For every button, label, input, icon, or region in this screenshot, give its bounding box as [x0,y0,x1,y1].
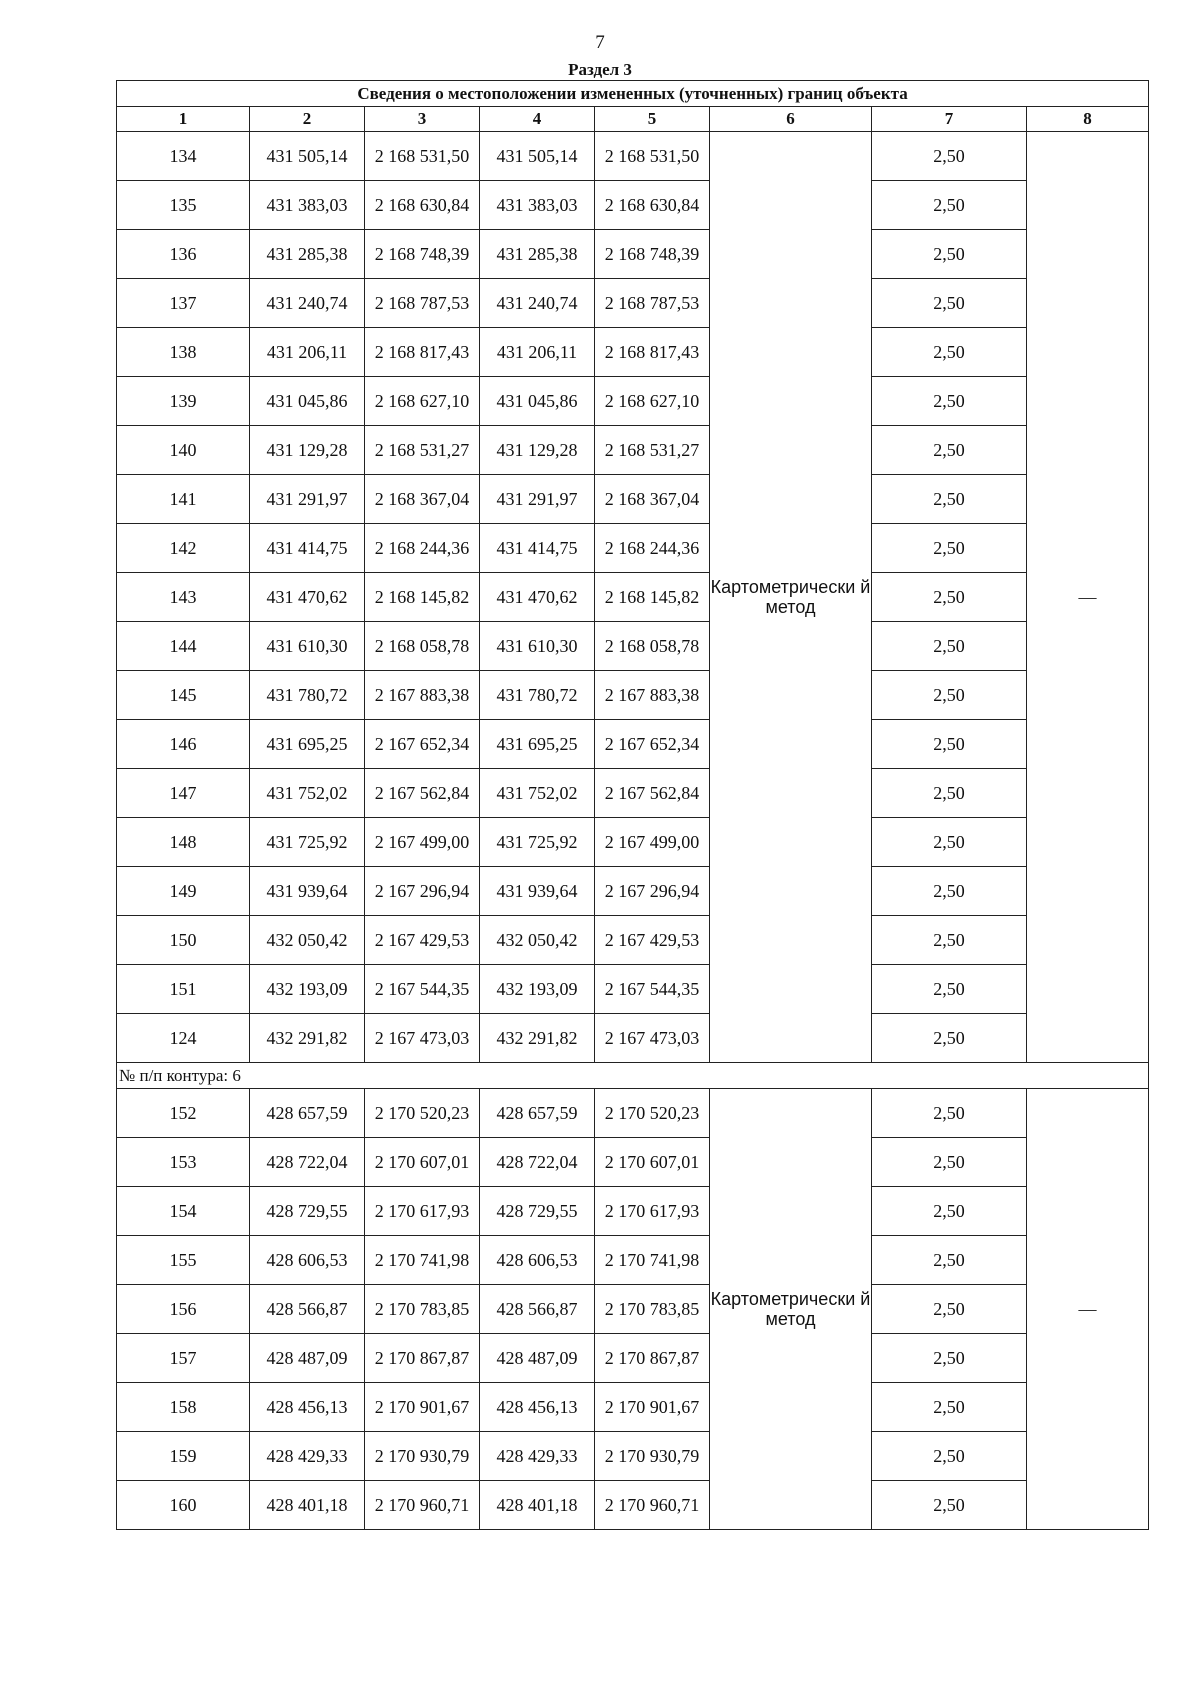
y-existing-cell: 2 168 531,27 [365,426,480,475]
y-new-cell: 2 167 883,38 [595,671,710,720]
y-new-cell: 2 167 429,53 [595,916,710,965]
column-number: 4 [480,107,595,132]
column-number: 8 [1027,107,1149,132]
y-new-cell: 2 170 783,85 [595,1285,710,1334]
table-row [117,965,1149,1014]
accuracy-cell: 2,50 [872,1334,1027,1383]
y-new-cell: 2 168 627,10 [595,377,710,426]
table-row [117,279,1149,328]
y-existing-cell: 2 168 367,04 [365,475,480,524]
y-new-cell: 2 167 499,00 [595,818,710,867]
x-new-cell: 431 505,14 [480,132,595,181]
point-number-cell: 159 [117,1432,250,1481]
y-existing-cell: 2 170 607,01 [365,1138,480,1187]
y-new-cell: 2 168 367,04 [595,475,710,524]
point-number-cell: 148 [117,818,250,867]
accuracy-cell: 2,50 [872,181,1027,230]
column-8-cell: — [1027,132,1149,1063]
point-number-cell: 155 [117,1236,250,1285]
y-new-cell: 2 168 058,78 [595,622,710,671]
y-new-cell: 2 170 520,23 [595,1089,710,1138]
x-new-cell: 432 050,42 [480,916,595,965]
x-new-cell: 432 291,82 [480,1014,595,1063]
column-number: 2 [250,107,365,132]
y-new-cell: 2 168 145,82 [595,573,710,622]
point-number-cell: 152 [117,1089,250,1138]
x-existing-cell: 431 752,02 [250,769,365,818]
table-row [117,720,1149,769]
x-new-cell: 428 401,18 [480,1481,595,1530]
y-existing-cell: 2 168 787,53 [365,279,480,328]
x-existing-cell: 432 291,82 [250,1014,365,1063]
x-new-cell: 431 045,86 [480,377,595,426]
x-existing-cell: 432 050,42 [250,916,365,965]
accuracy-cell: 2,50 [872,622,1027,671]
column-number: 5 [595,107,710,132]
column-number-row [117,107,1149,132]
accuracy-cell: 2,50 [872,1481,1027,1530]
point-number-cell: 157 [117,1334,250,1383]
y-new-cell: 2 170 960,71 [595,1481,710,1530]
table-row [117,1432,1149,1481]
x-existing-cell: 431 610,30 [250,622,365,671]
accuracy-cell: 2,50 [872,1089,1027,1138]
point-number-cell: 145 [117,671,250,720]
x-existing-cell: 431 780,72 [250,671,365,720]
x-existing-cell: 428 429,33 [250,1432,365,1481]
x-new-cell: 431 470,62 [480,573,595,622]
point-number-cell: 160 [117,1481,250,1530]
x-existing-cell: 428 729,55 [250,1187,365,1236]
accuracy-cell: 2,50 [872,132,1027,181]
y-new-cell: 2 168 748,39 [595,230,710,279]
table-row [117,328,1149,377]
table-row [117,181,1149,230]
y-new-cell: 2 170 901,67 [595,1383,710,1432]
y-existing-cell: 2 167 429,53 [365,916,480,965]
x-new-cell: 431 610,30 [480,622,595,671]
accuracy-cell: 2,50 [872,475,1027,524]
table-row [117,1481,1149,1530]
y-existing-cell: 2 168 630,84 [365,181,480,230]
y-new-cell: 2 170 930,79 [595,1432,710,1481]
x-new-cell: 428 487,09 [480,1334,595,1383]
table-row [117,1089,1149,1138]
y-existing-cell: 2 170 741,98 [365,1236,480,1285]
y-existing-cell: 2 168 244,36 [365,524,480,573]
column-number: 6 [710,107,872,132]
x-existing-cell: 431 939,64 [250,867,365,916]
x-new-cell: 431 725,92 [480,818,595,867]
x-new-cell: 428 657,59 [480,1089,595,1138]
table-row [117,377,1149,426]
point-number-cell: 139 [117,377,250,426]
y-new-cell: 2 170 741,98 [595,1236,710,1285]
x-existing-cell: 431 291,97 [250,475,365,524]
x-existing-cell: 431 695,25 [250,720,365,769]
point-number-cell: 154 [117,1187,250,1236]
column-number: 3 [365,107,480,132]
accuracy-cell: 2,50 [872,720,1027,769]
table-row [117,671,1149,720]
y-new-cell: 2 168 817,43 [595,328,710,377]
accuracy-cell: 2,50 [872,573,1027,622]
y-existing-cell: 2 167 883,38 [365,671,480,720]
column-8-cell: — [1027,1089,1149,1530]
x-new-cell: 428 606,53 [480,1236,595,1285]
table-row [117,622,1149,671]
table-row [117,1285,1149,1334]
y-new-cell: 2 168 531,27 [595,426,710,475]
y-existing-cell: 2 168 627,10 [365,377,480,426]
y-existing-cell: 2 167 296,94 [365,867,480,916]
y-existing-cell: 2 168 817,43 [365,328,480,377]
point-number-cell: 124 [117,1014,250,1063]
x-new-cell: 431 129,28 [480,426,595,475]
y-new-cell: 2 167 473,03 [595,1014,710,1063]
contour-row [117,1063,1149,1089]
accuracy-cell: 2,50 [872,377,1027,426]
point-number-cell: 147 [117,769,250,818]
table-row [117,1383,1149,1432]
y-existing-cell: 2 167 652,34 [365,720,480,769]
accuracy-cell: 2,50 [872,769,1027,818]
table-caption: Сведения о местоположении измененных (уточненных) границ объекта [117,81,1149,107]
table-row [117,1334,1149,1383]
page-number: 7 [595,32,605,53]
y-new-cell: 2 167 562,84 [595,769,710,818]
x-existing-cell: 428 566,87 [250,1285,365,1334]
table-row [117,230,1149,279]
x-new-cell: 431 695,25 [480,720,595,769]
boundary-coordinates-table [116,80,1149,1530]
accuracy-cell: 2,50 [872,1138,1027,1187]
accuracy-cell: 2,50 [872,965,1027,1014]
table-row [117,573,1149,622]
y-existing-cell: 2 167 562,84 [365,769,480,818]
y-existing-cell: 2 170 960,71 [365,1481,480,1530]
table-row [117,475,1149,524]
x-existing-cell: 431 383,03 [250,181,365,230]
accuracy-cell: 2,50 [872,1285,1027,1334]
y-new-cell: 2 168 531,50 [595,132,710,181]
table-row [117,1236,1149,1285]
accuracy-cell: 2,50 [872,916,1027,965]
y-existing-cell: 2 170 783,85 [365,1285,480,1334]
y-existing-cell: 2 170 867,87 [365,1334,480,1383]
y-new-cell: 2 170 607,01 [595,1138,710,1187]
y-new-cell: 2 167 544,35 [595,965,710,1014]
table-row [117,818,1149,867]
point-number-cell: 156 [117,1285,250,1334]
point-number-cell: 149 [117,867,250,916]
table-row [117,1138,1149,1187]
point-number-cell: 150 [117,916,250,965]
accuracy-cell: 2,50 [872,1236,1027,1285]
table-row [117,867,1149,916]
x-existing-cell: 431 470,62 [250,573,365,622]
point-number-cell: 136 [117,230,250,279]
y-existing-cell: 2 170 617,93 [365,1187,480,1236]
x-new-cell: 432 193,09 [480,965,595,1014]
x-new-cell: 428 722,04 [480,1138,595,1187]
x-existing-cell: 431 505,14 [250,132,365,181]
y-new-cell: 2 167 296,94 [595,867,710,916]
y-new-cell: 2 167 652,34 [595,720,710,769]
x-new-cell: 431 383,03 [480,181,595,230]
x-existing-cell: 431 045,86 [250,377,365,426]
point-number-cell: 151 [117,965,250,1014]
accuracy-cell: 2,50 [872,1187,1027,1236]
point-number-cell: 143 [117,573,250,622]
y-new-cell: 2 168 630,84 [595,181,710,230]
accuracy-cell: 2,50 [872,1432,1027,1481]
accuracy-cell: 2,50 [872,524,1027,573]
table-row [117,1187,1149,1236]
y-existing-cell: 2 170 901,67 [365,1383,480,1432]
y-existing-cell: 2 167 544,35 [365,965,480,1014]
accuracy-cell: 2,50 [872,426,1027,475]
y-new-cell: 2 168 787,53 [595,279,710,328]
x-existing-cell: 432 193,09 [250,965,365,1014]
x-new-cell: 431 414,75 [480,524,595,573]
method-cell: Картометрически й метод [710,132,872,1063]
x-new-cell: 431 285,38 [480,230,595,279]
table-row [117,426,1149,475]
y-existing-cell: 2 168 531,50 [365,132,480,181]
x-existing-cell: 428 456,13 [250,1383,365,1432]
point-number-cell: 158 [117,1383,250,1432]
table-row [117,132,1149,181]
x-existing-cell: 431 240,74 [250,279,365,328]
table-row [117,524,1149,573]
y-existing-cell: 2 167 499,00 [365,818,480,867]
column-number: 7 [872,107,1027,132]
x-new-cell: 428 729,55 [480,1187,595,1236]
x-new-cell: 431 780,72 [480,671,595,720]
x-existing-cell: 428 657,59 [250,1089,365,1138]
y-new-cell: 2 170 617,93 [595,1187,710,1236]
x-new-cell: 431 240,74 [480,279,595,328]
x-existing-cell: 431 725,92 [250,818,365,867]
y-existing-cell: 2 168 058,78 [365,622,480,671]
x-existing-cell: 431 414,75 [250,524,365,573]
point-number-cell: 144 [117,622,250,671]
x-existing-cell: 431 285,38 [250,230,365,279]
accuracy-cell: 2,50 [872,279,1027,328]
y-existing-cell: 2 170 520,23 [365,1089,480,1138]
accuracy-cell: 2,50 [872,1383,1027,1432]
y-existing-cell: 2 168 145,82 [365,573,480,622]
accuracy-cell: 2,50 [872,867,1027,916]
table-row [117,916,1149,965]
point-number-cell: 135 [117,181,250,230]
accuracy-cell: 2,50 [872,1014,1027,1063]
accuracy-cell: 2,50 [872,818,1027,867]
x-new-cell: 431 939,64 [480,867,595,916]
x-existing-cell: 431 206,11 [250,328,365,377]
accuracy-cell: 2,50 [872,230,1027,279]
x-new-cell: 428 566,87 [480,1285,595,1334]
point-number-cell: 134 [117,132,250,181]
accuracy-cell: 2,50 [872,671,1027,720]
x-existing-cell: 428 722,04 [250,1138,365,1187]
x-new-cell: 428 456,13 [480,1383,595,1432]
method-cell: Картометрически й метод [710,1089,872,1530]
x-new-cell: 431 291,97 [480,475,595,524]
point-number-cell: 141 [117,475,250,524]
x-existing-cell: 431 129,28 [250,426,365,475]
point-number-cell: 146 [117,720,250,769]
x-existing-cell: 428 487,09 [250,1334,365,1383]
x-new-cell: 431 206,11 [480,328,595,377]
table-row [117,769,1149,818]
point-number-cell: 153 [117,1138,250,1187]
y-existing-cell: 2 167 473,03 [365,1014,480,1063]
table-row [117,1014,1149,1063]
y-new-cell: 2 170 867,87 [595,1334,710,1383]
section-title: Раздел 3 [568,60,632,79]
point-number-cell: 142 [117,524,250,573]
point-number-cell: 137 [117,279,250,328]
x-new-cell: 428 429,33 [480,1432,595,1481]
accuracy-cell: 2,50 [872,328,1027,377]
y-new-cell: 2 168 244,36 [595,524,710,573]
y-existing-cell: 2 168 748,39 [365,230,480,279]
x-existing-cell: 428 606,53 [250,1236,365,1285]
x-existing-cell: 428 401,18 [250,1481,365,1530]
point-number-cell: 138 [117,328,250,377]
x-new-cell: 431 752,02 [480,769,595,818]
point-number-cell: 140 [117,426,250,475]
contour-label: № п/п контура: 6 [117,1063,1149,1089]
column-number: 1 [117,107,250,132]
y-existing-cell: 2 170 930,79 [365,1432,480,1481]
